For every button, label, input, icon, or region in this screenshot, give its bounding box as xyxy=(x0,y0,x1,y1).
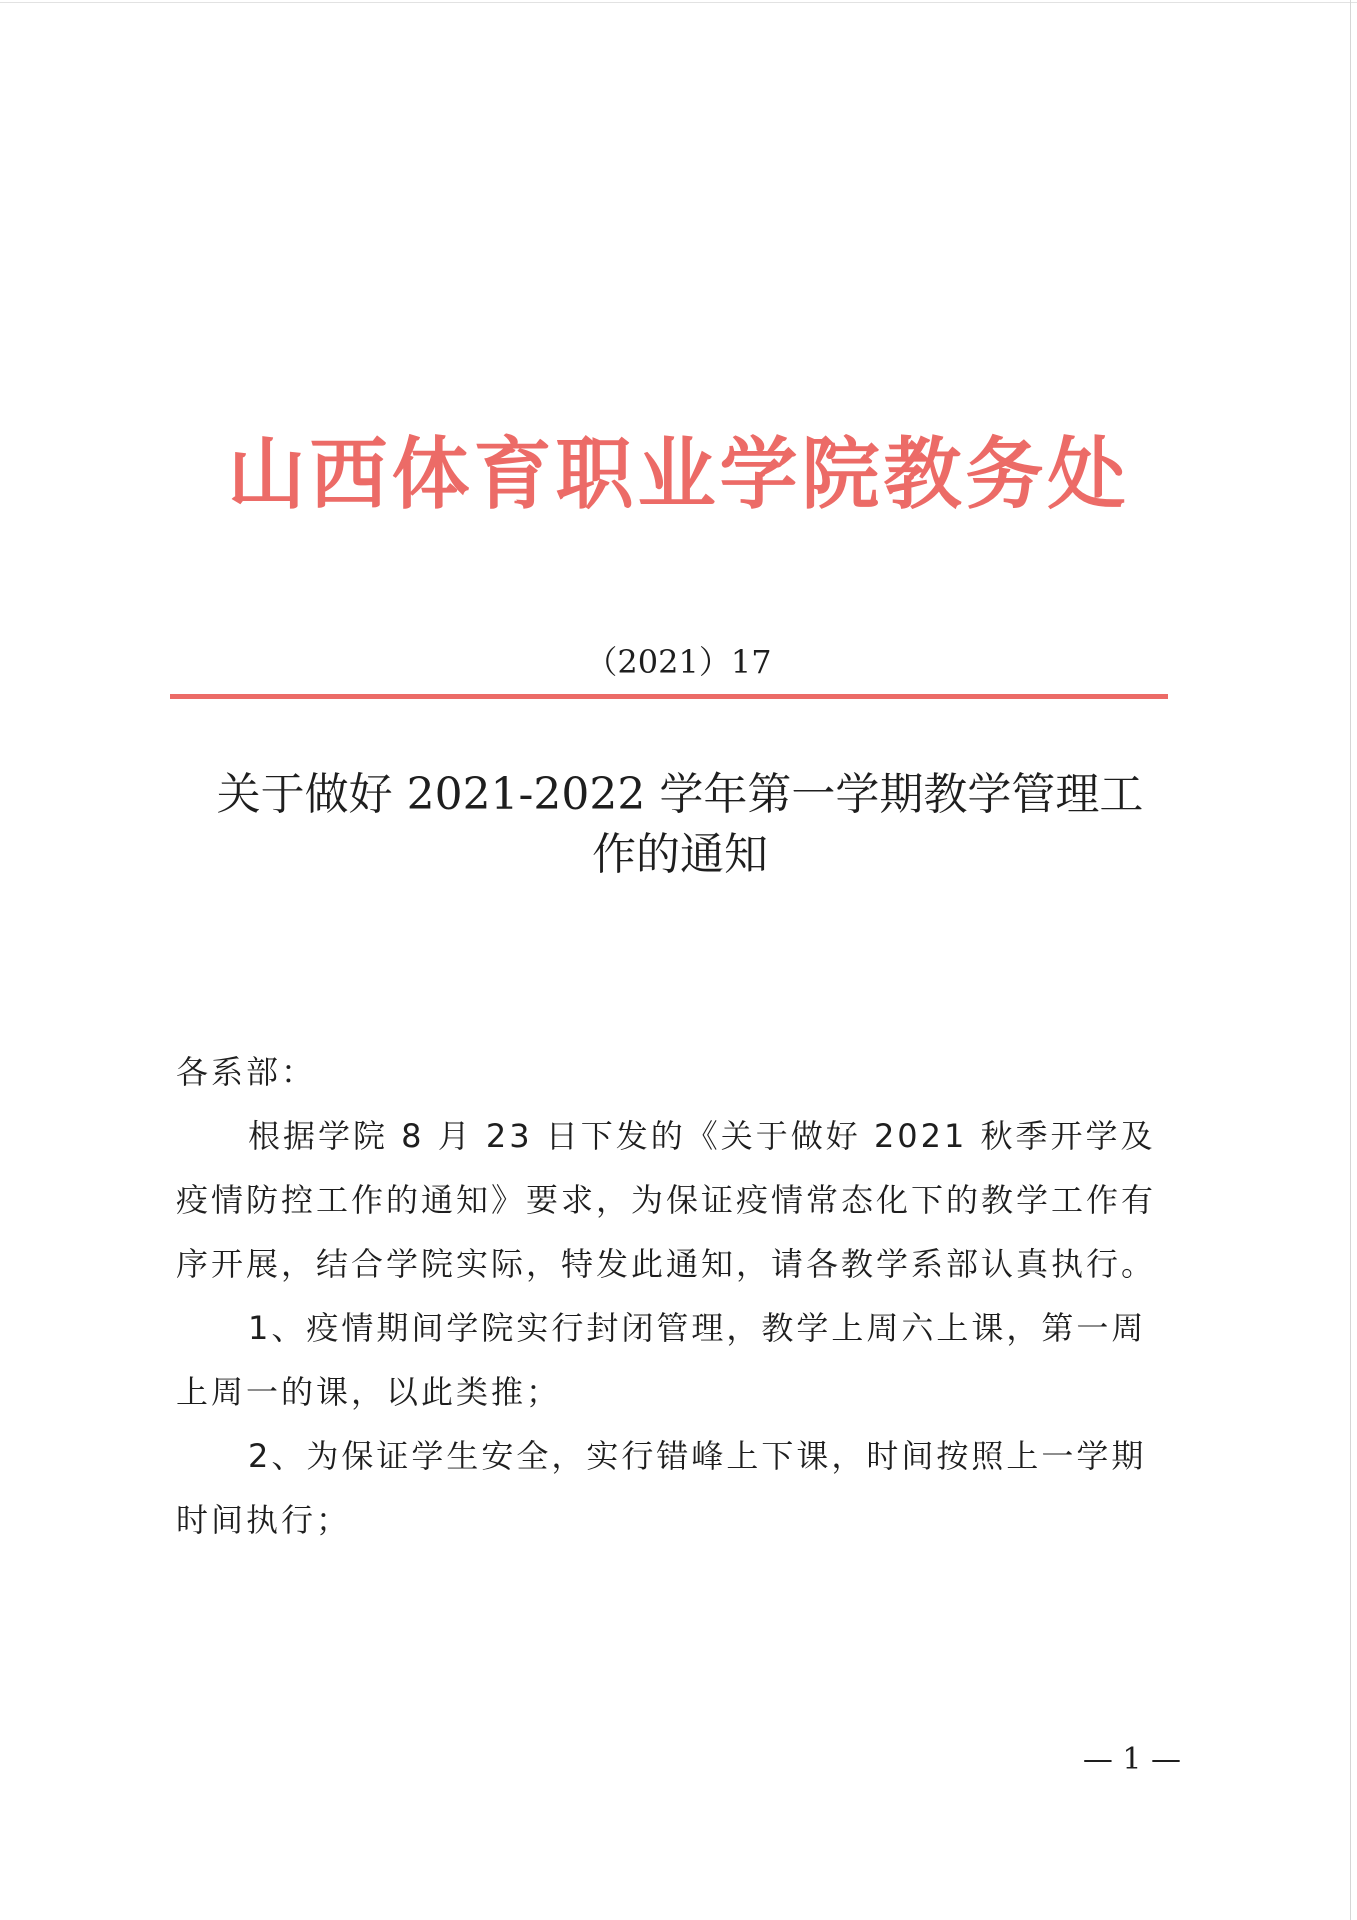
red-divider-line xyxy=(170,694,1168,699)
body-paragraph: 1、疫情期间学院实行封闭管理，教学上周六上课，第一周上周一的课，以此类推； xyxy=(176,1309,1147,1411)
body-paragraph: 根据学院 8 月 23 日下发的《关于做好 2021 秋季开学及疫情防控工作的通知》要求，为保证疫情常态化下的教学工作有序开展，结合学院实际，特发此通知，请各教学系部认真执行。 xyxy=(176,1117,1157,1283)
organization-header: 山西体育职业学院教务处 xyxy=(227,430,1130,520)
body-paragraph: 2、为保证学生安全，实行错峰上下课，时间按照上一学期时间执行； xyxy=(176,1437,1147,1539)
document-title-line-1: 关于做好 2021-2022 学年第一学期教学管理工 xyxy=(216,769,1144,820)
scan-top-edge xyxy=(0,2,1357,3)
scan-right-edge xyxy=(1350,0,1351,1920)
salutation: 各系部： xyxy=(176,1053,317,1091)
document-number: （2021）17 xyxy=(585,643,772,681)
document-body xyxy=(176,1040,1176,1552)
page-number: — 1 — xyxy=(1082,1742,1181,1777)
document-title xyxy=(150,765,1210,885)
document-title-line-2: 作的通知 xyxy=(592,829,768,880)
